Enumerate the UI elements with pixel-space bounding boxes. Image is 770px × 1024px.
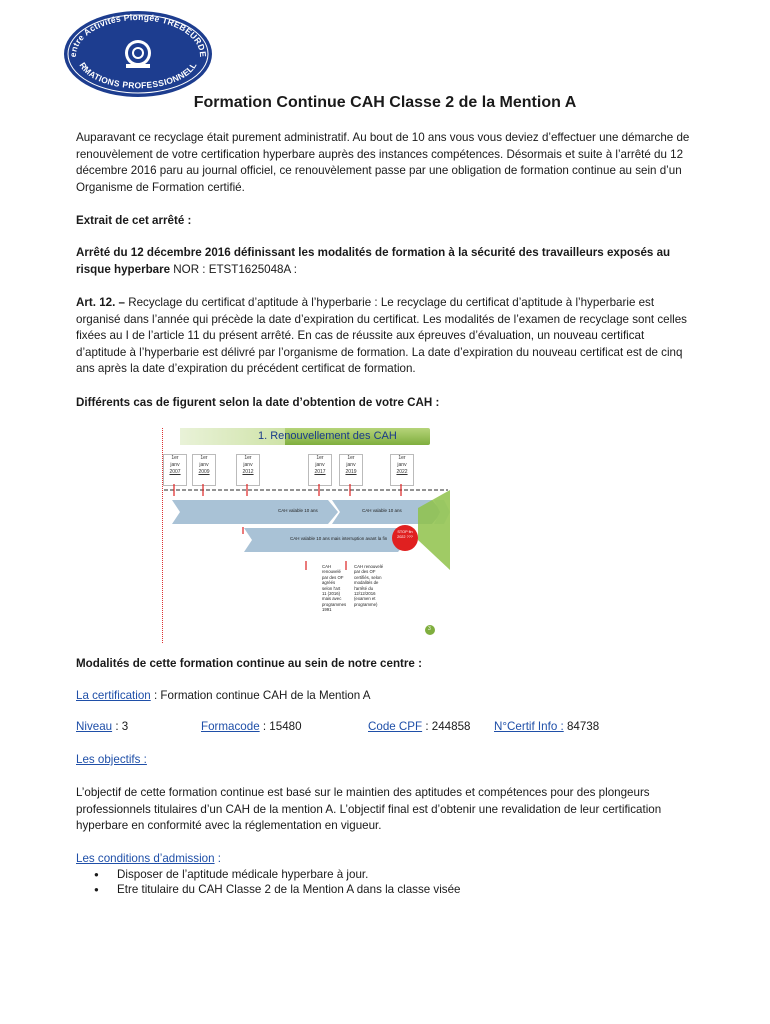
- year-box: 1er janv 2022: [390, 454, 414, 486]
- list-item: ● Etre titulaire du CAH Classe 2 de la Mention A dans la classe visée: [76, 882, 696, 897]
- arrow2-label: CAH valable 10 ans: [362, 508, 402, 513]
- modalites-heading: Modalités de cette formation continue au sein de notre centre :: [76, 657, 422, 670]
- certification-value: : Formation continue CAH de la Mention A: [150, 689, 371, 702]
- stop-label: STOP fin 2022 ???: [397, 530, 413, 539]
- objectifs-heading: [76, 752, 696, 769]
- year-box: 1er janv 2009: [192, 454, 216, 486]
- certifinfo-link[interactable]: N°Certif Info :: [494, 720, 564, 733]
- conditions-colon: :: [214, 852, 222, 865]
- certifinfo-field: [494, 719, 599, 736]
- renewal-timeline-figure: [150, 420, 450, 645]
- article-12-text: Recyclage du certificat d’aptitude à l’hyperbarie : Le recyclage du certificat d’aptitude à l’hyperbarie est organisé dans l’année qui précède la date d’expiration du certificat. Les modalités de l’examen de recyclage sont celles fixées au I de l’article 11 du présent arrêté. En cas de réussite aux épreuves d’évaluation, un nouveau certificat d’aptitude à l’hyperbarie est délivré par l’organisme de formation. La date d’expiration du nouveau certificat est de cinq ans après la date d’expiration du précédent certificat de formation.: [76, 296, 687, 375]
- objectifs-link[interactable]: Les objectifs :: [76, 753, 147, 766]
- arrete-title: Arrêté du 12 décembre 2016 définissant les modalités de formation à la sécurité des travailleurs exposés au risque hyperbare: [76, 246, 671, 276]
- certifinfo-value: 84738: [563, 720, 600, 733]
- intro-paragraph: Auparavant ce recyclage était purement administratif. Au bout de 10 ans vous vous deviez d’effectuer une démarche de renouvèlement de votre certification hyperbare auprès des instances compétences. Désormais et suite à l’arrêté du 12 décembre 2016 paru au journal officiel, ce renouvèlement passe par une obligation de formation continue au sein d’un Organisme de Formation certifié.: [76, 131, 690, 194]
- article-12-paragraph: [76, 295, 696, 378]
- article-12-label: Art. 12. –: [76, 296, 125, 309]
- year-box: 1er janv 2007: [163, 454, 187, 486]
- logo-arc-bottom: RMATIONS PROFESSIONNELL: [77, 60, 199, 91]
- niveau-value: : 3: [112, 720, 129, 733]
- arrow1-label: CAH valable 10 ans: [278, 508, 318, 513]
- logo-arc-top: entre Activités Plongée TREBEURDE: [67, 11, 209, 58]
- cpf-field: [368, 719, 470, 736]
- note-agreed-of: CAH renouvelé par des OF agréés selon l'art 11 (2016) mais avec programmes 1991: [322, 564, 347, 613]
- cpf-value: : 244858: [422, 720, 471, 733]
- arrete-paragraph: [76, 245, 696, 278]
- arrow3-label: CAH valable 10 ans mais interruption avant la fin: [290, 536, 388, 541]
- niveau-link[interactable]: Niveau: [76, 720, 113, 733]
- conditions-list: [76, 867, 696, 897]
- extrait-heading: Extrait de cet arrêté :: [76, 214, 192, 227]
- conditions-heading: [76, 851, 696, 868]
- cases-heading: Différents cas de figurent selon la date d’obtention de votre CAH :: [76, 396, 440, 409]
- list-item: ● Disposer de l’aptitude médicale hyperbare à jour.: [76, 867, 696, 882]
- certification-link[interactable]: La certification: [76, 689, 151, 702]
- certification-line: [76, 688, 696, 705]
- formacode-field: [201, 719, 302, 736]
- company-logo: [62, 8, 212, 98]
- objectifs-paragraph: L’objectif de cette formation continue est basé sur le maintien des aptitudes et compétences pour des plongeurs professionnels titulaires d’un CAH de la mention A. L’objectif final est d’obtenir une revalidation de leur certification hyperbare en conformité avec la réglementation en vigueur.: [76, 786, 662, 832]
- figure-banner-title: 1. Renouvellement des CAH: [258, 430, 397, 442]
- note-certified-of: CAH renouvelé par des OF certifiés, selon modalités de l'arrêté du 12/12/2016 (examen et programme): [354, 564, 384, 607]
- year-box: 1er janv 2019: [339, 454, 363, 486]
- formacode-value: : 15480: [259, 720, 302, 733]
- page-title: Formation Continue CAH Classe 2 de la Mention A: [193, 94, 577, 111]
- arrete-nor: NOR : ETST1625048A :: [170, 262, 298, 276]
- figure-page-number: 3: [428, 626, 431, 632]
- year-box: 1er janv 2012: [236, 454, 260, 486]
- conditions-link[interactable]: Les conditions d’admission: [76, 852, 215, 865]
- niveau-field: [76, 719, 128, 736]
- cpf-link[interactable]: Code CPF: [368, 720, 423, 733]
- formacode-link[interactable]: Formacode: [201, 720, 260, 733]
- year-box: 1er janv 2017: [308, 454, 332, 486]
